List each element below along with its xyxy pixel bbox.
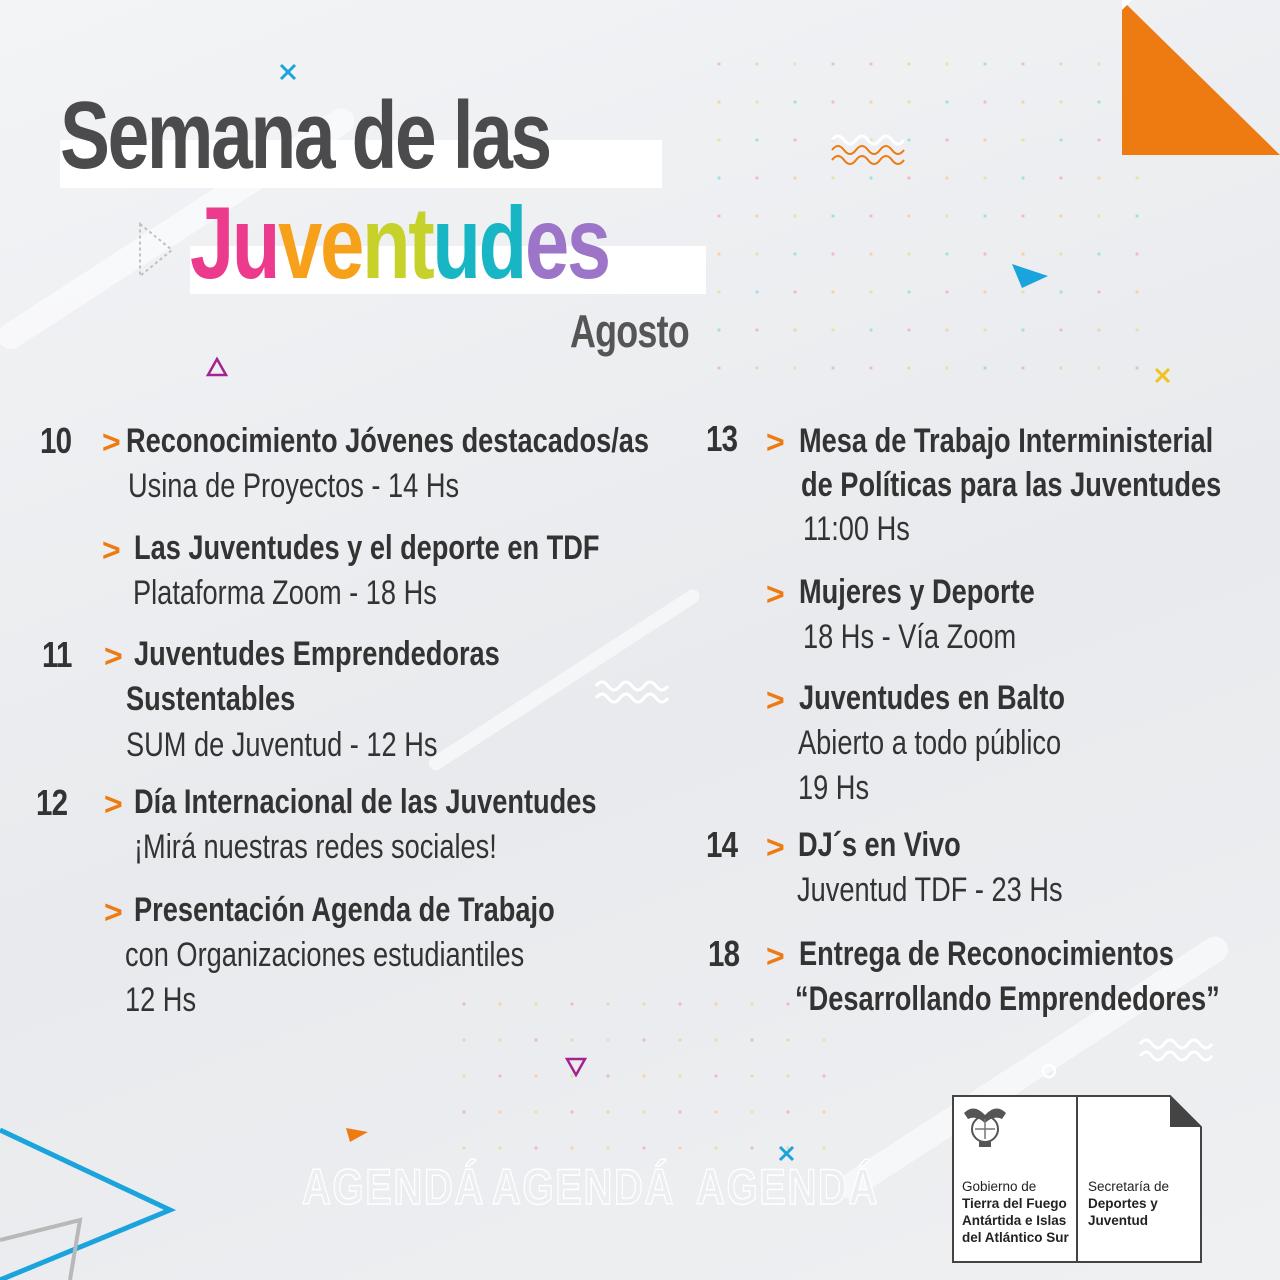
event-detail: 11:00 Hs: [803, 510, 910, 548]
title-letter: t: [408, 186, 433, 300]
triangle-icon: [344, 1124, 370, 1144]
date-label: 12: [36, 782, 68, 823]
logo-gov-line: Antártida e Islas: [962, 1213, 1067, 1228]
title-letter: e: [320, 186, 363, 300]
dot-grid-top-right: [715, 60, 1175, 420]
event-detail: Juventud TDF - 23 Hs: [797, 871, 1063, 909]
arrow-icon: >: [766, 829, 785, 865]
wave-icon: [592, 678, 678, 706]
month-label: Agosto: [570, 305, 689, 357]
triangle-icon: [1010, 262, 1050, 292]
arrow-icon: >: [766, 576, 785, 612]
date-label: 10: [40, 420, 72, 461]
chevron-pattern-icon: [136, 220, 176, 280]
watermark-text: AGENDÁ: [696, 1159, 879, 1215]
date-label: 13: [706, 418, 738, 459]
event-detail: 18 Hs - Vía Zoom: [803, 618, 1017, 656]
corner-fold-icon: [1110, 0, 1280, 160]
event-detail: Usina de Proyectos - 14 Hs: [128, 467, 460, 505]
date-label: 11: [42, 634, 72, 675]
event-title: Día Internacional de las Juventudes: [134, 783, 597, 821]
event-detail: SUM de Juventud - 12 Hs: [126, 726, 438, 764]
date-label: 14: [706, 824, 738, 865]
title-letter: u: [231, 186, 279, 300]
wave-icon: [830, 130, 910, 170]
triangle-icon: [205, 356, 229, 378]
event-title: DJ´s en Vivo: [798, 826, 961, 864]
event-detail: Plataforma Zoom - 18 Hs: [133, 574, 437, 612]
event-title: de Políticas para las Juventudes: [801, 466, 1222, 504]
title-letter: J: [190, 186, 232, 300]
coat-of-arms-icon: [960, 1103, 1010, 1149]
event-title: Presentación Agenda de Trabajo: [134, 891, 555, 929]
dot-grid-bottom: [460, 1000, 860, 1180]
triangle-icon: [564, 1056, 588, 1078]
arrow-icon: >: [102, 424, 121, 460]
arrow-icon: >: [766, 424, 785, 460]
wave-icon: [1138, 1036, 1218, 1064]
event-detail: 19 Hs: [798, 769, 870, 807]
event-title: Reconocimiento Jóvenes destacados/as: [126, 422, 650, 460]
title-letter: s: [566, 186, 609, 300]
title-letter: v: [278, 186, 321, 300]
title-letter: n: [362, 186, 409, 300]
arrow-icon: >: [766, 682, 785, 718]
arrow-icon: >: [766, 938, 785, 974]
title-letter: e: [524, 186, 567, 300]
arrow-icon: >: [104, 638, 123, 674]
logo-dept-line: Secretaría de: [1088, 1179, 1170, 1194]
event-title: Las Juventudes y el deporte en TDF: [134, 529, 600, 567]
event-title: Juventudes en Balto: [799, 679, 1066, 717]
circle-icon: [1040, 1062, 1058, 1080]
event-detail: con Organizaciones estudiantiles: [125, 936, 525, 974]
page-title: Semana de las: [60, 82, 550, 189]
logo-dept-line: Juventud: [1088, 1213, 1149, 1228]
title-letter: u: [432, 186, 479, 300]
logo-gov-line: Tierra del Fuego: [962, 1196, 1067, 1211]
event-title: Sustentables: [126, 680, 296, 718]
cross-icon: [278, 62, 298, 82]
event-title: Mujeres y Deporte: [799, 573, 1035, 611]
logo-gov-line: del Atlántico Sur: [962, 1230, 1069, 1245]
watermark-text: AGENDÁ: [302, 1159, 485, 1215]
triangle-outline-icon: [0, 1120, 180, 1280]
date-label: 18: [708, 933, 740, 974]
logo-gov-line: Gobierno de: [962, 1179, 1037, 1194]
event-title: Juventudes Emprendedoras: [134, 635, 500, 673]
event-title: “Desarrollando Emprendedores”: [795, 980, 1220, 1018]
event-detail: 12 Hs: [125, 981, 197, 1019]
event-detail: ¡Mirá nuestras redes sociales!: [134, 828, 497, 866]
watermark-text: AGENDÁ: [492, 1159, 675, 1215]
cross-icon: [1153, 366, 1173, 386]
logo-dept-line: Deportes y: [1088, 1196, 1158, 1211]
event-title: Entrega de Reconocimientos: [799, 935, 1174, 973]
event-detail: Abierto a todo público: [798, 724, 1062, 762]
page-title-colored: [190, 186, 609, 300]
arrow-icon: >: [104, 786, 123, 822]
arrow-icon: >: [104, 894, 123, 930]
event-title: Mesa de Trabajo Interministerial: [799, 422, 1214, 460]
arrow-icon: >: [102, 532, 121, 568]
title-letter: d: [478, 186, 525, 300]
